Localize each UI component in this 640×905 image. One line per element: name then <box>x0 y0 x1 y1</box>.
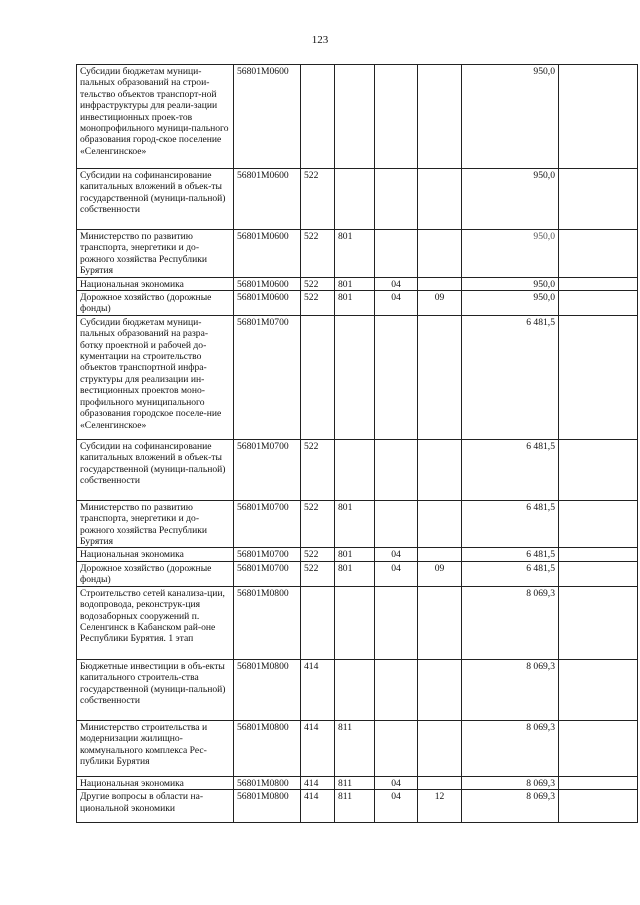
row-code: 56801M0800 <box>234 586 301 659</box>
row-subsection: 09 <box>418 291 462 316</box>
row-code: 56801M0600 <box>234 291 301 316</box>
row-subsection <box>418 439 462 500</box>
row-expense-type: 414 <box>301 659 335 720</box>
row-expense-type: 522 <box>301 169 335 230</box>
row-section <box>375 500 418 548</box>
row-section <box>375 720 418 776</box>
row-department <box>335 659 375 720</box>
budget-table <box>76 64 638 823</box>
row-amount: 8 069,3 <box>462 586 559 659</box>
row-department: 801 <box>335 548 375 561</box>
row-empty-cell <box>559 776 638 789</box>
row-name: Дорожное хозяйство (дорожные фонды) <box>77 291 234 316</box>
row-code: 56801M0700 <box>234 500 301 548</box>
table-row <box>77 776 638 789</box>
table-row <box>77 65 638 169</box>
row-subsection <box>418 548 462 561</box>
row-empty-cell <box>559 230 638 278</box>
table-row <box>77 277 638 290</box>
row-empty-cell <box>559 548 638 561</box>
row-name: Другие вопросы в области на-циональной экономики <box>77 790 234 823</box>
row-section: 04 <box>375 291 418 316</box>
table-row <box>77 169 638 230</box>
row-expense-type: 522 <box>301 500 335 548</box>
row-department: 811 <box>335 790 375 823</box>
row-name: Министерство строительства и модернизации жилищно-коммунального комплекса Рес-публики Бурятия <box>77 720 234 776</box>
row-expense-type: 414 <box>301 776 335 789</box>
row-empty-cell <box>559 561 638 586</box>
row-amount: 950,0 <box>462 169 559 230</box>
row-section <box>375 586 418 659</box>
row-amount: 950,0 <box>462 277 559 290</box>
row-code: 56801M0800 <box>234 776 301 789</box>
row-expense-type: 522 <box>301 439 335 500</box>
table-row <box>77 548 638 561</box>
row-section: 04 <box>375 277 418 290</box>
row-empty-cell <box>559 500 638 548</box>
row-name: Национальная экономика <box>77 776 234 789</box>
row-code: 56801M0700 <box>234 548 301 561</box>
row-empty-cell <box>559 586 638 659</box>
row-subsection <box>418 659 462 720</box>
table-row <box>77 561 638 586</box>
row-subsection <box>418 277 462 290</box>
row-subsection: 12 <box>418 790 462 823</box>
row-amount: 6 481,5 <box>462 500 559 548</box>
row-code: 56801M0800 <box>234 790 301 823</box>
row-code: 56801M0600 <box>234 277 301 290</box>
page-number: 123 <box>311 34 329 46</box>
row-name: Министерство по развитию транспорта, энергетики и до-рожного хозяйства Республики Бурятия <box>77 500 234 548</box>
row-empty-cell <box>559 169 638 230</box>
row-code: 56801M0700 <box>234 315 301 439</box>
row-expense-type: 522 <box>301 561 335 586</box>
row-subsection <box>418 776 462 789</box>
row-name: Субсидии бюджетам муници-пальных образований на строи-тельство объектов транспорт-ной инфраструктуры для реали-зации инвестиционных проек-тов монопрофильного муници-пального образования город-ское поселение «Селенгинское» <box>77 65 234 169</box>
row-department <box>335 315 375 439</box>
row-section: 04 <box>375 776 418 789</box>
row-code: 56801M0600 <box>234 230 301 278</box>
row-amount: 6 481,5 <box>462 439 559 500</box>
row-amount: 6 481,5 <box>462 548 559 561</box>
table-row <box>77 230 638 278</box>
row-name: Министерство по развитию транспорта, энергетики и до-рожного хозяйства Республики Бурятия <box>77 230 234 278</box>
row-amount: 8 069,3 <box>462 659 559 720</box>
row-name: Дорожное хозяйство (дорожные фонды) <box>77 561 234 586</box>
row-subsection <box>418 315 462 439</box>
row-amount: 8 069,3 <box>462 720 559 776</box>
row-empty-cell <box>559 277 638 290</box>
row-amount: 6 481,5 <box>462 315 559 439</box>
row-expense-type: 522 <box>301 277 335 290</box>
row-expense-type: 522 <box>301 548 335 561</box>
row-empty-cell <box>559 315 638 439</box>
row-name: Субсидии на софинансирование капитальных вложений в объек-ты государственной (муници-пальной) собственности <box>77 439 234 500</box>
row-department: 801 <box>335 230 375 278</box>
row-code: 56801M0600 <box>234 169 301 230</box>
row-section <box>375 439 418 500</box>
row-empty-cell <box>559 439 638 500</box>
row-expense-type <box>301 586 335 659</box>
row-code: 56801M0700 <box>234 561 301 586</box>
row-section <box>375 169 418 230</box>
row-expense-type <box>301 65 335 169</box>
row-department: 801 <box>335 500 375 548</box>
row-expense-type: 414 <box>301 790 335 823</box>
row-subsection <box>418 586 462 659</box>
row-name: Субсидии на софинансирование капитальных вложений в объек-ты государственной (муници-пальной) собственности <box>77 169 234 230</box>
row-amount: 8 069,3 <box>462 776 559 789</box>
row-empty-cell <box>559 720 638 776</box>
row-expense-type: 522 <box>301 230 335 278</box>
row-name: Национальная экономика <box>77 548 234 561</box>
row-amount: 950,0 <box>462 291 559 316</box>
row-expense-type: 414 <box>301 720 335 776</box>
row-amount: 950,0 <box>462 230 559 278</box>
row-department <box>335 169 375 230</box>
row-amount: 6 481,5 <box>462 561 559 586</box>
row-empty-cell <box>559 790 638 823</box>
table-row <box>77 790 638 823</box>
row-expense-type: 522 <box>301 291 335 316</box>
row-section <box>375 65 418 169</box>
row-section: 04 <box>375 548 418 561</box>
row-code: 56801M0700 <box>234 439 301 500</box>
row-section <box>375 230 418 278</box>
row-section <box>375 315 418 439</box>
row-amount: 950,0 <box>462 65 559 169</box>
table-row <box>77 315 638 439</box>
row-name: Субсидии бюджетам муници-пальных образований на разра-ботку проектной и рабочей до-кументации на строительство объектов транспортной инфра-структуры для реализации ин-вестиционных проектов моно-профильного муниципального образования городское поселе-ние «Селенгинское» <box>77 315 234 439</box>
row-department <box>335 439 375 500</box>
row-code: 56801M0800 <box>234 659 301 720</box>
row-subsection <box>418 230 462 278</box>
table-row <box>77 500 638 548</box>
row-department <box>335 586 375 659</box>
row-department: 801 <box>335 277 375 290</box>
row-empty-cell <box>559 65 638 169</box>
row-expense-type <box>301 315 335 439</box>
row-section: 04 <box>375 561 418 586</box>
row-code: 56801M0600 <box>234 65 301 169</box>
row-name: Бюджетные инвестиции в объ-екты капитального строитель-ства государственной (муници-пальной) собственности <box>77 659 234 720</box>
row-amount: 8 069,3 <box>462 790 559 823</box>
row-code: 56801M0800 <box>234 720 301 776</box>
row-section <box>375 659 418 720</box>
row-empty-cell <box>559 291 638 316</box>
row-section: 04 <box>375 790 418 823</box>
row-subsection <box>418 65 462 169</box>
table-row <box>77 720 638 776</box>
table-row <box>77 659 638 720</box>
row-department: 801 <box>335 291 375 316</box>
row-name: Национальная экономика <box>77 277 234 290</box>
row-empty-cell <box>559 659 638 720</box>
row-department: 811 <box>335 776 375 789</box>
table-row <box>77 291 638 316</box>
row-department: 811 <box>335 720 375 776</box>
row-subsection: 09 <box>418 561 462 586</box>
row-subsection <box>418 500 462 548</box>
row-department <box>335 65 375 169</box>
row-subsection <box>418 169 462 230</box>
table-row <box>77 586 638 659</box>
row-subsection <box>418 720 462 776</box>
row-name: Строительство сетей канализа-ции, водопровода, реконструк-ция водозаборных сооружений п. Селенгинск в Кабанском рай-оне Республики Бурятия. 1 этап <box>77 586 234 659</box>
row-department: 801 <box>335 561 375 586</box>
table-row <box>77 439 638 500</box>
